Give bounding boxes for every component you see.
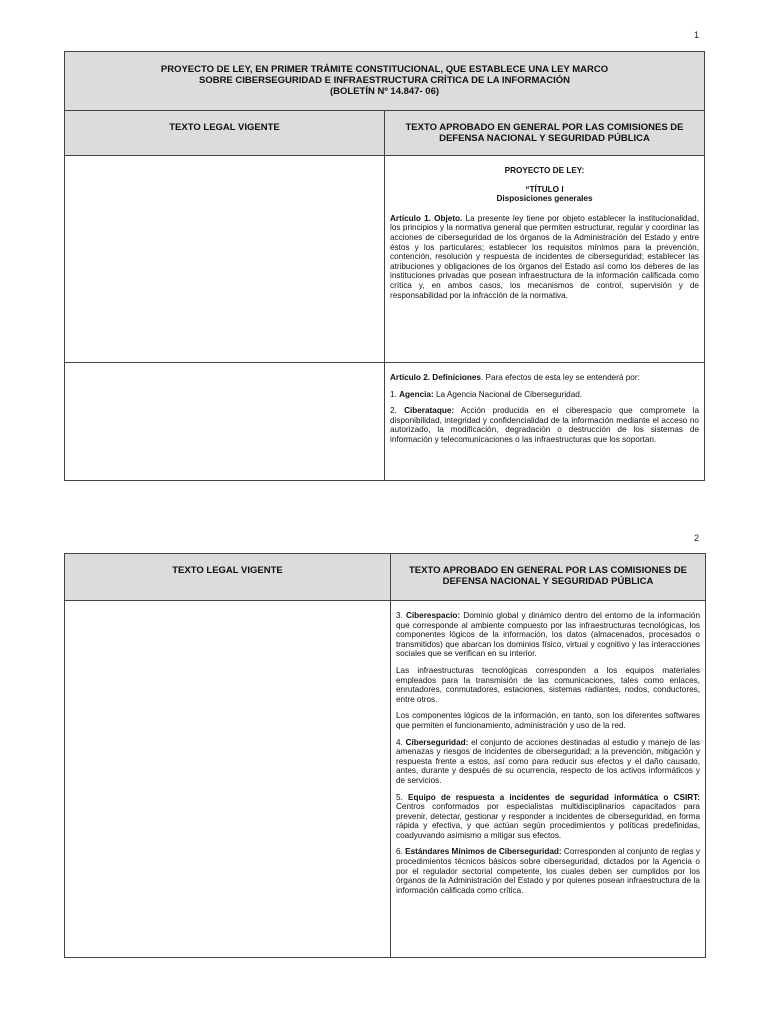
definition-number: 1. <box>390 389 400 399</box>
definition-6 <box>396 847 700 895</box>
left-cell-empty <box>65 363 385 481</box>
definition-text: Acción producida en el ciberespacio que compromete la disponibilidad, integridad y confidencialidad de la información mediante el acceso no autorizado, la modificación, degradación o destrucción de los sistemas de información y telecomunicaciones o las infraestructuras que los soportan. <box>390 406 699 444</box>
paragraph-infraestructuras: Las infraestructuras tecnológicas corresponden a los equipos materiales empleados para la transmisión de las comunicaciones, tales como enlaces, enrutadores, conmutadores, estaciones, sistemas radiantes, nodos, conductores, entre otros. <box>396 665 700 704</box>
definition-text: La Agencia Nacional de Ciberseguridad. <box>433 389 583 399</box>
left-cell-empty <box>65 156 385 363</box>
page-number: 1 <box>694 30 700 40</box>
bill-title-line: PROYECTO DE LEY, EN PRIMER TRÁMITE CONSTITUCIONAL, QUE ESTABLECE UNA LEY MARCO <box>160 64 609 75</box>
definition-2 <box>390 406 699 444</box>
column-header-approved-text <box>385 111 705 156</box>
bill-title-line: SOBRE CIBERSEGURIDAD E INFRAESTRUCTURA CRÍTICA DE LA INFORMACIÓN <box>198 75 571 86</box>
comparison-table <box>64 51 705 481</box>
definition-term: Ciberataque: <box>404 406 455 416</box>
definition-term: Agencia: <box>399 389 434 399</box>
titulo-subheading: Disposiciones generales <box>496 194 593 204</box>
article-2-lead: Artículo 2. Definiciones <box>390 373 481 382</box>
column-header-label: DEFENSA NACIONAL Y SEGURIDAD PÚBLICA <box>442 576 654 587</box>
definition-term: Ciberespacio: <box>405 611 461 620</box>
definition-number: 4. <box>396 737 406 747</box>
article-1-lead: Artículo 1. Objeto. <box>390 213 463 223</box>
article-2 <box>390 373 699 383</box>
definition-term: Ciberseguridad: <box>405 737 469 747</box>
definition-number: 2. <box>390 406 405 416</box>
column-header-label: TEXTO LEGAL VIGENTE <box>172 565 283 576</box>
comparison-table <box>64 553 706 958</box>
definitions-cell <box>391 601 706 958</box>
definition-number: 6. <box>396 847 406 857</box>
column-header-current-law <box>65 554 391 601</box>
definition-text: Dominio global y dinámico dentro del entorno de la información que corresponde al ambiente compuesto por las infraestructuras tecnológicas, los componentes lógicos de la información, los datos (almacenados, procesados o transmitidos) que abarcan los dominios físico, virtual y cognitivo y las interacciones sociales que se verifican en su interior. <box>396 611 701 659</box>
bill-title <box>65 52 705 111</box>
definition-5 <box>396 793 700 841</box>
column-header-label: DEFENSA NACIONAL Y SEGURIDAD PÚBLICA <box>439 133 650 144</box>
definition-text: Centros conformados por especialistas multidisciplinarios capacitados para prevenir, detectar, gestionar y responder a incidentes de ciberseguridad, en forma rápida y efectiva, y que actúan según procedimientos y políticas predefinidas, coadyuvando asimismo a mitigar sus efectos. <box>396 802 700 840</box>
left-cell-empty <box>65 601 391 958</box>
bill-number: (BOLETÍN Nº 14.847- 06) <box>329 86 440 97</box>
definition-number: 5. <box>396 792 409 802</box>
article-2-cell <box>385 363 705 481</box>
titulo-heading: “TÍTULO I <box>525 184 564 194</box>
definition-text: el conjunto de acciones destinadas al estudio y manejo de las amenazas y riesgos de incidentes de ciberseguridad; a la prevención, mitigación y respuesta frente a estos, así como para reducir sus efectos y el daño causado, antes, durante y después de su ocurrencia, respecto de los activos informáticos y de servicios. <box>396 737 700 785</box>
column-header-current-law <box>65 111 385 156</box>
paragraph-componentes: Los componentes lógicos de la información, en tanto, son los diferentes softwares que permiten el funcionamiento, administración y uso de la red. <box>396 711 700 730</box>
definition-1 <box>390 390 699 400</box>
column-header-label: TEXTO APROBADO EN GENERAL POR LAS COMISIONES DE <box>405 122 684 133</box>
definition-term: Equipo de respuesta a incidentes de seguridad informática o CSIRT: <box>408 792 700 802</box>
article-1-cell <box>385 156 705 363</box>
definition-4 <box>396 738 700 786</box>
definition-3 <box>396 611 700 659</box>
definition-number: 3. <box>396 611 406 620</box>
column-header-label: TEXTO APROBADO EN GENERAL POR LAS COMISIONES DE <box>409 565 687 576</box>
proyecto-heading: PROYECTO DE LEY: <box>504 166 585 175</box>
page-number: 2 <box>694 533 700 543</box>
article-2-text: . Para efectos de esta ley se entenderá por: <box>481 373 640 382</box>
column-header-approved-text <box>391 554 706 601</box>
article-1-text: La presente ley tiene por objeto establecer la institucionalidad, los principios y la normativa general que permiten estructurar, regular y coordinar las acciones de ciberseguridad de los órganos de la Administración del Estado y entre éstos y los particulares; establecer los requisitos mínimos para la prevención, contención, resolución y respuesta de incidentes de ciberseguridad; establecer las atribuciones y obligaciones de los órganos del Estado así como los deberes de las instituciones privadas que posean infraestructura de la información calificada como crítica y, en ambos casos, los mecanismos de control, supervisión y de responsabilidad por la infracción de la normativa. <box>390 213 699 300</box>
definition-term: Estándares Mínimos de Ciberseguridad: <box>405 847 562 857</box>
column-header-label: TEXTO LEGAL VIGENTE <box>169 122 280 133</box>
article-1 <box>390 214 699 300</box>
definition-text: Corresponden al conjunto de reglas y procedimientos técnicos básicos sobre ciberseguridad, dictados por la Agencia o por el regulador sectorial competente, los cuales deben ser cumplidos por los órganos de la Administración del Estado y por quienes posean infraestructura de la información calificada como crítica. <box>396 847 700 895</box>
